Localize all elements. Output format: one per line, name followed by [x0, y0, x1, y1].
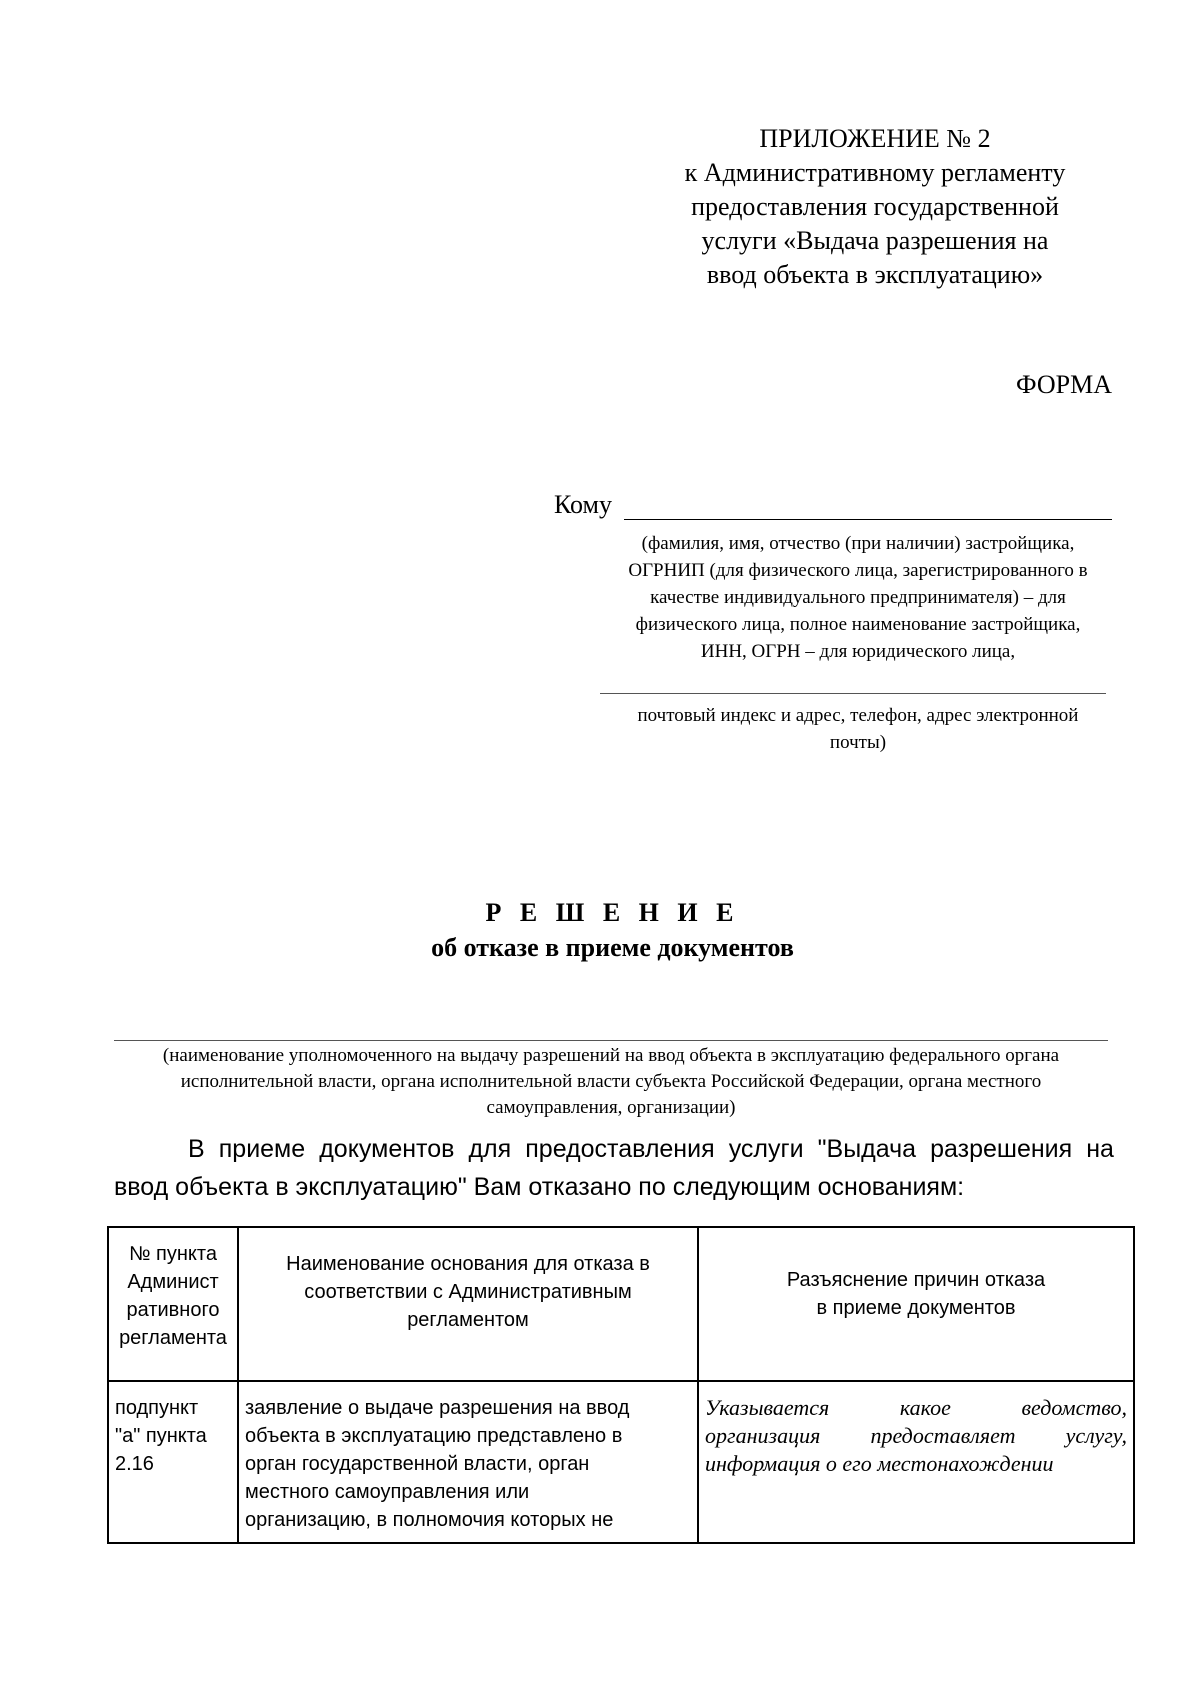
refusal-table [107, 1226, 1135, 1544]
header-cell-explanation [698, 1227, 1134, 1381]
header-text: Наименование основания для отказа в [286, 1253, 650, 1275]
header-text: соответствии с Административным [304, 1281, 632, 1303]
authority-note-line: исполнительной власти, органа исполнительной власти субъекта Российской Федерации, органа местного [180, 1071, 1042, 1092]
body-word: на [1086, 1135, 1114, 1163]
header-text: в приеме документов [816, 1297, 1016, 1319]
body-word: документов [319, 1135, 455, 1163]
addressee-blank-line [624, 491, 1112, 520]
body-word: услуги [728, 1135, 804, 1163]
addressee-note-line: физического лица, полное наименование застройщика, [635, 614, 1081, 635]
cell-text: информация о его местонахождении [705, 1451, 1054, 1476]
authority-note-line: (наименование уполномоченного на выдачу разрешений на ввод объекта в эксплуатацию федерального органа [162, 1045, 1060, 1066]
header-text: Админист [127, 1271, 219, 1293]
address-blank-line [600, 693, 1106, 694]
form-label: ФОРМА [1016, 370, 1112, 399]
body-line-1 [114, 1130, 1114, 1168]
header-cell-ground-name [238, 1227, 698, 1381]
table-row [108, 1381, 1134, 1543]
cell-text: 2.16 [115, 1453, 154, 1475]
cell-word: Указывается [705, 1395, 830, 1420]
addressee-row [554, 490, 1112, 520]
cell-text: подпункт [115, 1397, 199, 1419]
body-word: разрешения [930, 1135, 1073, 1163]
header-text: № пункта [129, 1243, 217, 1265]
cell-word: организация [705, 1423, 821, 1448]
addressee-note-line: ОГРНИП (для физического лица, зарегистрированного в [628, 560, 1088, 581]
cell-ground-name [238, 1381, 698, 1543]
body-word: для [468, 1135, 512, 1163]
address-note-line: почтовый индекс и адрес, телефон, адрес электронной [637, 705, 1079, 726]
cell-text: "а" пункта [115, 1425, 207, 1447]
body-word: В [188, 1135, 205, 1163]
cell-text: заявление о выдаче разрешения на ввод [245, 1397, 630, 1419]
cell-text: организацию, в полномочия которых не [245, 1509, 614, 1531]
addressee-label: Кому [554, 490, 613, 519]
appendix-line: ПРИЛОЖЕНИЕ № 2 [759, 124, 991, 153]
authority-note [114, 1043, 1108, 1121]
body-word: предоставления [525, 1135, 715, 1163]
authority-note-line: самоуправления, организации) [486, 1097, 736, 1118]
cell-text-justified [705, 1422, 1127, 1450]
cell-text: объекта в эксплуатацию представлено в [245, 1425, 623, 1447]
cell-text: орган государственной власти, орган [245, 1453, 590, 1475]
cell-word: услугу, [1065, 1423, 1127, 1448]
cell-text: местного самоуправления или [245, 1481, 530, 1503]
table-header-row [108, 1227, 1134, 1381]
header-text: регламентом [407, 1309, 529, 1331]
addressee-note-line: качестве индивидуального предпринимателя) – для [650, 587, 1066, 608]
appendix-line: услуги «Выдача разрешения на [701, 226, 1049, 255]
appendix-line: к Административному регламенту [684, 158, 1066, 187]
body-paragraph [114, 1130, 1114, 1206]
body-line-2: ввод объекта в эксплуатацию" Вам отказано по следующим основаниям: [114, 1173, 965, 1201]
header-text: ративного [126, 1299, 220, 1321]
appendix-header [640, 122, 1110, 292]
cell-explanation [698, 1381, 1134, 1543]
cell-text-justified [705, 1394, 1127, 1422]
cell-word: предоставляет [870, 1423, 1016, 1448]
decision-title: Р Е Ш Е Н И Е [485, 898, 740, 927]
appendix-line: предоставления государственной [691, 192, 1059, 221]
header-text: регламента [119, 1327, 227, 1349]
cell-text-justified [115, 1422, 231, 1450]
body-word: приеме [218, 1135, 306, 1163]
cell-word: ведомство, [1021, 1395, 1127, 1420]
header-cell-clause-number [108, 1227, 238, 1381]
header-text: Разъяснение причин отказа [786, 1269, 1046, 1291]
body-word: "Выдача [817, 1135, 917, 1163]
cell-clause-number [108, 1381, 238, 1543]
appendix-line: ввод объекта в эксплуатацию» [706, 260, 1044, 289]
addressee-note [598, 530, 1118, 665]
addressee-note-line: (фамилия, имя, отчество (при наличии) застройщика, [641, 533, 1075, 554]
address-note-line: почты) [829, 732, 887, 753]
decision-subtitle: об отказе в приеме документов [431, 933, 794, 962]
addressee-note-line: ИНН, ОГРН – для юридического лица, [700, 641, 1016, 662]
authority-blank-line [114, 1040, 1108, 1041]
cell-word: какое [899, 1395, 951, 1420]
address-note [598, 702, 1118, 756]
